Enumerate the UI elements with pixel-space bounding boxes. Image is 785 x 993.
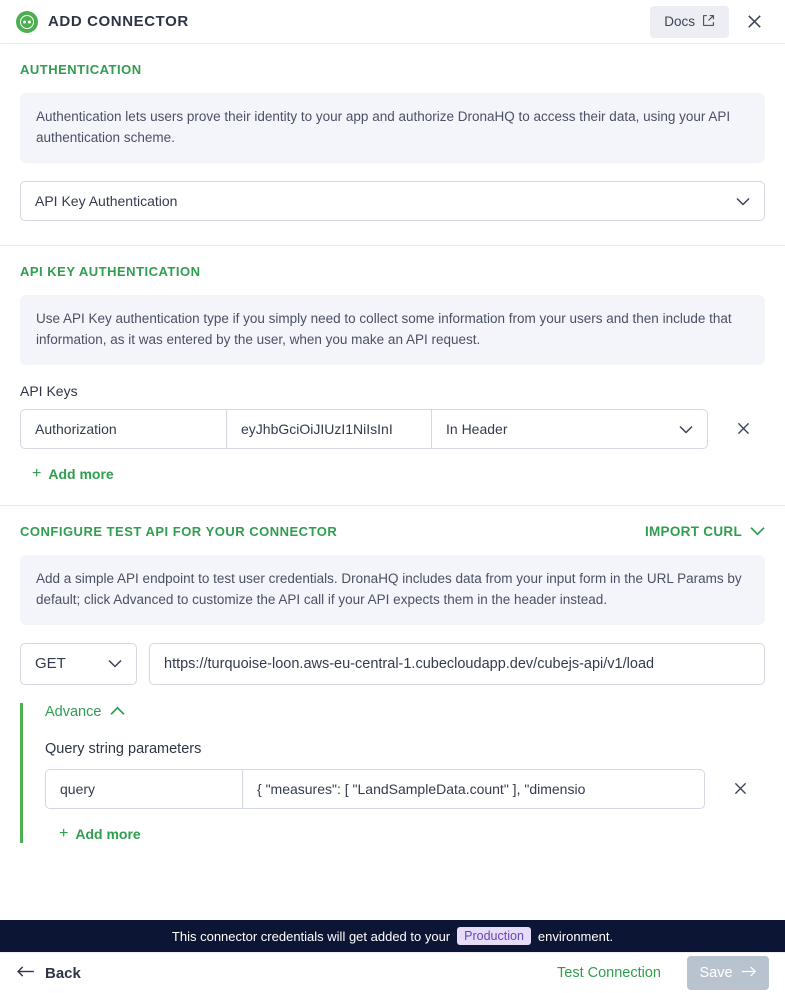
dronahq-logo-icon	[16, 11, 38, 33]
api-key-location-select[interactable]	[432, 409, 708, 449]
http-method-value: GET	[35, 655, 66, 673]
api-key-authentication-section	[0, 246, 785, 483]
advance-panel	[20, 703, 765, 843]
add-more-query-param-button[interactable]	[59, 825, 141, 843]
api-key-location-value: In Header	[446, 420, 508, 437]
save-button-label: Save	[699, 965, 733, 981]
arrow-right-icon	[741, 965, 757, 981]
external-link-icon	[702, 14, 715, 30]
add-more-api-key-button[interactable]	[32, 465, 114, 483]
auth-type-select-row	[20, 181, 765, 221]
remove-query-param-button[interactable]	[723, 772, 757, 806]
plus-icon: +	[59, 824, 69, 842]
test-api-url-input[interactable]: https://turquoise-loon.aws-eu-central-1.cubecloudapp.dev/cubejs-api/v1/load	[149, 643, 765, 685]
back-button-label: Back	[45, 964, 81, 982]
environment-notice-bar	[0, 920, 785, 952]
query-param-key-input[interactable]: query	[45, 769, 243, 809]
page-title: ADD CONNECTOR	[48, 13, 189, 30]
chevron-down-icon	[736, 193, 750, 209]
advance-toggle-label: Advance	[45, 703, 102, 720]
environment-badge: Production	[457, 927, 531, 945]
chevron-down-icon	[750, 524, 765, 539]
chevron-down-icon	[108, 655, 122, 672]
save-button[interactable]	[687, 956, 769, 990]
test-api-header-row	[20, 506, 765, 539]
test-api-section	[0, 506, 785, 843]
docs-button-label: Docs	[664, 14, 695, 29]
api-keys-label: API Keys	[20, 382, 78, 399]
docs-button[interactable]	[650, 6, 729, 38]
authentication-info-text: Authentication lets users prove their identity to your app and authorize DronaHQ to access their data, using your API authentication scheme.	[20, 93, 765, 163]
authentication-section	[0, 44, 785, 221]
plus-icon: +	[32, 464, 42, 482]
auth-type-selected-value: API Key Authentication	[35, 192, 178, 209]
api-key-section-title: API KEY AUTHENTICATION	[20, 263, 201, 279]
query-param-row	[45, 769, 765, 809]
query-string-parameters-label: Query string parameters	[45, 740, 202, 757]
chevron-up-icon	[110, 704, 125, 720]
header-actions	[650, 6, 769, 38]
add-more-api-key-label: Add more	[48, 465, 114, 482]
import-curl-button[interactable]	[645, 524, 765, 539]
chevron-down-icon	[679, 421, 693, 437]
remove-api-key-row-button[interactable]	[726, 412, 760, 446]
test-api-section-title: CONFIGURE TEST API FOR YOUR CONNECTOR	[20, 523, 338, 539]
test-api-info-text: Add a simple API endpoint to test user credentials. DronaHQ includes data from your input form in the URL Params by default; click Advanced to customize the API call if your API expects them in the header instead.	[20, 555, 765, 625]
authentication-section-title: AUTHENTICATION	[20, 62, 142, 77]
http-method-select[interactable]	[20, 643, 137, 685]
close-icon[interactable]	[739, 7, 769, 37]
api-key-row	[20, 409, 765, 449]
auth-type-select[interactable]	[20, 181, 765, 221]
modal-header	[0, 0, 785, 44]
add-more-query-param-label: Add more	[75, 825, 141, 842]
arrow-left-icon	[16, 965, 35, 982]
environment-notice-text-before: This connector credentials will get added to your	[171, 928, 451, 944]
api-key-info-text: Use API Key authentication type if you simply need to collect some information from your users and then include that information, as it was entered by the user, when you make an API request.	[20, 295, 765, 365]
test-api-url-row	[20, 643, 765, 685]
test-connection-button[interactable]: Test Connection	[557, 965, 661, 981]
api-key-name-input[interactable]: Authorization	[20, 409, 227, 449]
import-curl-label: IMPORT CURL	[644, 523, 742, 539]
advance-toggle[interactable]	[45, 704, 125, 720]
query-param-value-input[interactable]: { "measures": [ "LandSampleData.count" ], "dimensio	[243, 769, 705, 809]
back-button[interactable]	[16, 965, 81, 982]
modal-body[interactable]	[0, 44, 785, 920]
environment-notice-text-after: environment.	[537, 928, 614, 944]
api-key-value-input[interactable]: eyJhbGciOiJIUzI1NiIsInI	[227, 409, 432, 449]
modal-footer	[0, 952, 785, 993]
